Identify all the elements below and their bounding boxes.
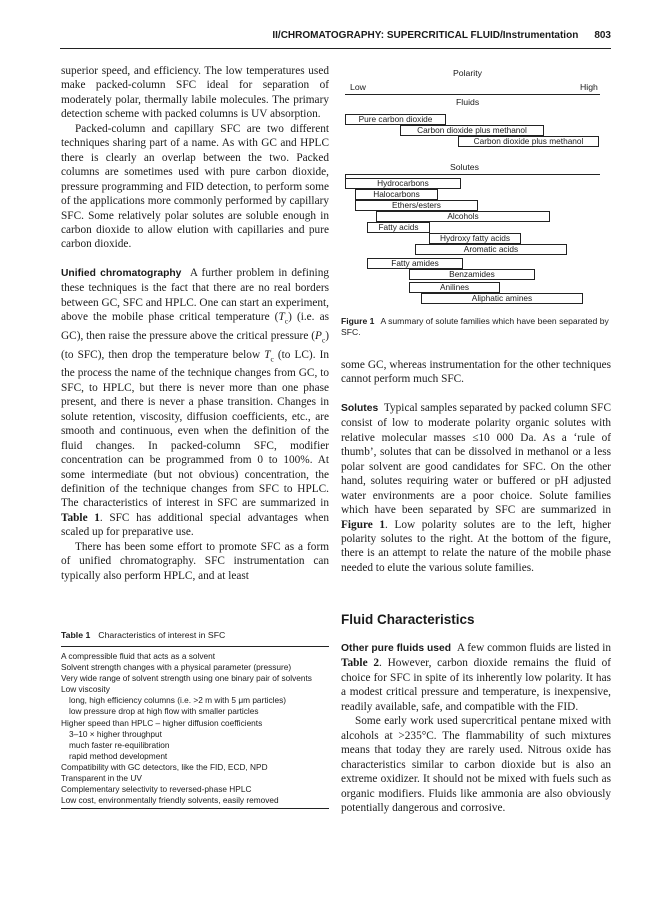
solute-box: Fatty acids bbox=[367, 222, 430, 233]
solute-box: Fatty amides bbox=[367, 258, 463, 269]
paragraph-unified-chromatography: Unified chromatography A further problem in defining these techniques is the fact that there are no real borders between GC, SFC and HPLC. One can start an experiment, above the mobile phase critical temperature $(T_c)$ (i.e. as GC), then raise the pressure above the critical pressure $(P_c)$ (to SFC), then drop the temperature below $T_c$ (to LC). In the process the name of the technique changes from GC, to SFC, to HPLC, but there is never more than one phase present, and there is never a phase transition. Changes in solute retention, viscosity, diffusion coefficients, etc., are smooth and continuous, even when the definition of the fluid changes. In packed-column SFC, modifier concentration can be programmed from 0 to 100%. At some intermediate (but not obvious) concentration, the definition of the technique changes from SFC to HPLC. The characteristics of interest in SFC are summarized in Table 1. SFC has additional special advantages when scaled up for preparative use. bbox=[61, 266, 329, 539]
fluid-box: Carbon dioxide plus methanol bbox=[458, 136, 599, 147]
solutes-label: Solutes bbox=[450, 162, 479, 172]
polarity-axis bbox=[345, 94, 600, 95]
table-row: Low viscosity bbox=[61, 684, 110, 695]
solute-box: Halocarbons bbox=[355, 189, 438, 200]
figure-1 bbox=[341, 64, 611, 354]
table-row: Low cost, environmentally friendly solvents, easily removed bbox=[61, 795, 279, 806]
left-column bbox=[61, 64, 329, 583]
table-row: Solvent strength changes with a physical parameter (pressure) bbox=[61, 662, 292, 673]
paragraph: Some early work used supercritical pentane mixed with alcohols at >235°C. The flammability of such mixtures means that today they are rarely used. Nitrous oxide has characteristics similar to carbon dioxide but is also an extreme oxidizer. It should not be mixed with fuels such as organic modifiers. Fluids like ammonia are also obviously potentially dangerous and corrosive. bbox=[341, 715, 611, 814]
running-title: II/CHROMATOGRAPHY: SUPERCRITICAL FLUID/Instrumentation bbox=[272, 30, 579, 41]
section-title: Fluid Characteristics bbox=[341, 612, 475, 627]
right-column bbox=[341, 358, 611, 575]
solute-box: Benzamides bbox=[409, 269, 535, 280]
running-header bbox=[60, 28, 611, 49]
fluid-box: Pure carbon dioxide bbox=[345, 114, 446, 125]
table-row: A compressible fluid that acts as a solvent bbox=[61, 651, 216, 661]
run-in-heading: Unified chromatography bbox=[61, 267, 182, 279]
solute-box: Ethers/esters bbox=[355, 200, 478, 211]
table-row: Complementary selectivity to reversed-phase HPLC bbox=[61, 784, 252, 795]
table-row: long, high efficiency columns (i.e. >2 m with 5 μm particles) bbox=[69, 695, 286, 706]
solute-box: Anilines bbox=[409, 282, 500, 293]
solute-box: Alcohols bbox=[376, 211, 550, 222]
table-reference: Table 2 bbox=[341, 657, 380, 670]
table-row: Higher speed than HPLC – higher diffusion coefficients bbox=[61, 717, 263, 728]
table-1 bbox=[61, 630, 329, 809]
figure-reference: Figure 1 bbox=[341, 518, 386, 531]
page-number: 803 bbox=[594, 30, 611, 41]
paragraph: superior speed, and efficiency. The low temperatures used make packed-column SFC ideal for separation of moderately polar, thermally labile molecules. The primary detection scheme with packed columns is UV absorption. bbox=[61, 65, 329, 121]
right-column-lower bbox=[341, 641, 611, 815]
solute-box: Hydrocarbons bbox=[345, 178, 461, 189]
table-row: Compatibility with GC detectors, like the FID, ECD, NPD bbox=[61, 761, 268, 772]
paragraph-solutes: Solutes Typical samples separated by packed column SFC consist of low to moderate polarity organic solutes with relative molecular masses ≤10 000 Da. As a ‘rule of thumb’, solutes that can be dissolved in methanol or a less polar solvent are good candidates for SFC. On the other hand, solutes requiring water or buffered or pH adjusted water environments are a poor choice. Solute families which have been separated by SFC are summarized in Figure 1. Low polarity solutes are to the left, higher polarity solutes to the right. At the bottom of the figure, there is an attempt to relate the nature of the mobile phase needed to elute the various solute families. bbox=[341, 401, 611, 574]
table-caption: Table 1 Characteristics of interest in SFC bbox=[61, 630, 329, 647]
table-row: Very wide range of solvent strength using one binary pair of solvents bbox=[61, 673, 312, 684]
solutes-axis bbox=[345, 174, 600, 175]
table-row: Transparent in the UV bbox=[61, 773, 142, 784]
paragraph: There has been some effort to promote SFC as a form of unified chromatography. SFC instrumentation can typically also perform HPLC, and at least bbox=[61, 540, 329, 582]
high-label: High bbox=[580, 82, 598, 92]
solute-box: Aromatic acids bbox=[415, 244, 567, 255]
fluid-box: Carbon dioxide plus methanol bbox=[400, 125, 544, 136]
polarity-label: Polarity bbox=[453, 68, 482, 78]
table-row: much faster re-equilibration bbox=[69, 739, 170, 750]
paragraph: some GC, whereas instrumentation for the other techniques cannot perform much SFC. bbox=[341, 359, 611, 386]
solute-box: Aliphatic amines bbox=[421, 293, 583, 304]
run-in-heading: Solutes bbox=[341, 402, 379, 414]
table-rows bbox=[61, 647, 329, 809]
table-row: rapid method development bbox=[69, 750, 168, 761]
paragraph-other-fluids: Other pure fluids used A few common fluids are listed in Table 2. However, carbon dioxide remains the fluid of choice for SFC in spite of its inherently low polarity. It has a modest critical pressure and temperature, is inexpensive, readily available, safe, and compatible with the FID. bbox=[341, 642, 612, 713]
table-reference: Table 1 bbox=[61, 511, 100, 524]
run-in-heading: Other pure fluids used bbox=[341, 643, 452, 654]
solute-box: Hydroxy fatty acids bbox=[429, 233, 521, 244]
table-row: 3–10 × higher throughput bbox=[69, 728, 162, 739]
figure-caption: Figure 1 A summary of solute families which have been separated by SFC. bbox=[341, 316, 609, 337]
low-label: Low bbox=[350, 82, 366, 92]
paragraph: Packed-column and capillary SFC are two different techniques sharing part of a name. As with GC and HPLC there is clearly an overlap between the two. Packed columns are sometimes used with pure carbon dioxide, pressure programming and FID detection, to perform some of the applications more commonly performed by capillary SFC. Some relatively polar solutes are soluble enough in carbon dioxide to allow elution with capillaries and pure carbon dioxide. bbox=[61, 122, 329, 251]
fluids-label: Fluids bbox=[456, 97, 480, 107]
table-row: low pressure drop at high flow with smaller particles bbox=[69, 706, 259, 717]
